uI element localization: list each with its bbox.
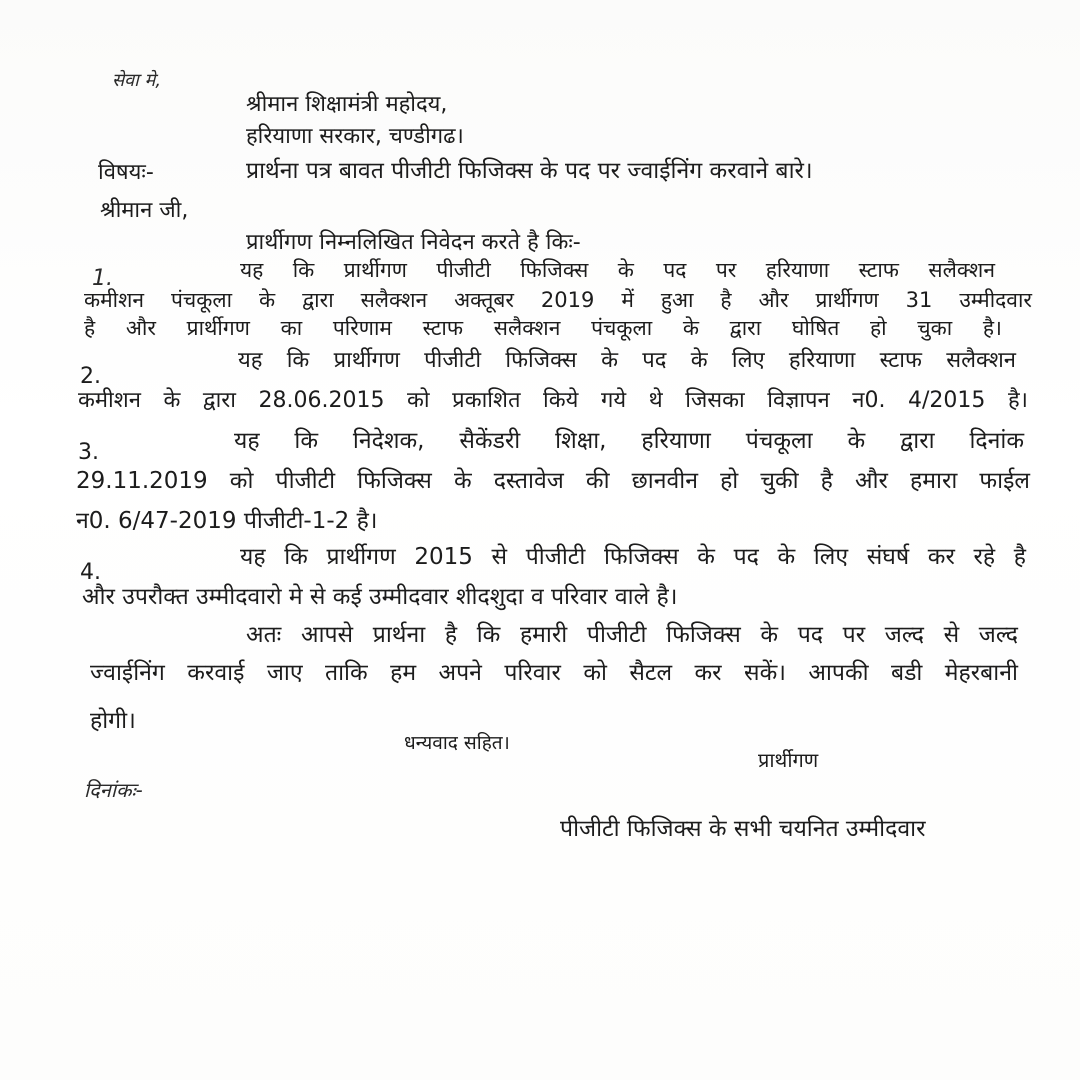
- closing-line-2: ज्वाईनिंग करवाई जाए ताकि हम अपने परिवार को सैटल कर सकें। आपकी बडी मेहरबानी: [90, 660, 1018, 686]
- point-4-number: 4.: [80, 560, 101, 585]
- point-4-line-2: और उपरौक्त उम्मीदवारो मे से कई उम्मीदवार शीदशुदा व परिवार वाले है।: [82, 584, 678, 610]
- subject-label: विषयः-: [98, 160, 154, 185]
- point-3-line-2: 29.11.2019 को पीजीटी फिजिक्स के दस्तावेज की छानवीन हो चुकी है और हमारा फाईल: [76, 468, 1030, 494]
- applicants-label: प्रार्थीगण: [758, 748, 819, 772]
- recipient-line-2: हरियाणा सरकार, चण्डीगढ।: [246, 124, 464, 149]
- point-1-line-2: कमीशन पंचकूला के द्वारा सलैक्शन अक्तूबर 2019 में हुआ है और प्रार्थीगण 31 उम्मीदवार: [84, 288, 1032, 312]
- signatory-line: पीजीटी फिजिक्स के सभी चयनित उम्मीदवार: [560, 816, 926, 842]
- thanks-line: धन्यवाद सहित।: [404, 732, 510, 754]
- intro-line: प्रार्थीगण निम्नलिखित निवेदन करते है किः-: [246, 230, 581, 255]
- point-4-line-1: यह कि प्रार्थीगण 2015 से पीजीटी फिजिक्स के पद के लिए संघर्ष कर रहे है: [240, 544, 1026, 570]
- point-3-number: 3.: [78, 440, 99, 465]
- point-1-line-1: यह कि प्रार्थीगण पीजीटी फिजिक्स के पद पर हरियाणा स्टाफ सलैक्शन: [240, 258, 995, 282]
- point-2-line-2: कमीशन के द्वारा 28.06.2015 को प्रकाशित किये गये थे जिसका विज्ञापन न0. 4/2015 है।: [78, 388, 1028, 413]
- closing-line-3: होगी।: [90, 708, 136, 734]
- date-label: दिनांकः-: [84, 778, 143, 802]
- salutation-top: सेवा मे,: [112, 70, 162, 91]
- recipient-line-1: श्रीमान शिक्षामंत्री महोदय,: [246, 92, 448, 117]
- point-3-line-3: न0. 6/47-2019 पीजीटी-1-2 है।: [76, 508, 378, 534]
- greeting: श्रीमान जी,: [100, 198, 189, 223]
- point-1-number: 1.: [92, 266, 113, 291]
- point-2-line-1: यह कि प्रार्थीगण पीजीटी फिजिक्स के पद के लिए हरियाणा स्टाफ सलैक्शन: [238, 348, 1016, 373]
- point-3-line-1: यह कि निदेशक, सैकेंडरी शिक्षा, हरियाणा पंचकूला के द्वारा दिनांक: [234, 428, 1024, 454]
- subject-text: प्रार्थना पत्र बावत पीजीटी फिजिक्स के पद पर ज्वाईनिंग करवाने बारे।: [246, 158, 813, 184]
- point-2-number: 2.: [80, 364, 101, 389]
- closing-line-1: अतः आपसे प्रार्थना है कि हमारी पीजीटी फिजिक्स के पद पर जल्द से जल्द: [246, 622, 1018, 648]
- point-1-line-3: है और प्रार्थीगण का परिणाम स्टाफ सलैक्शन पंचकूला के द्वारा घोषित हो चुका है।: [84, 316, 1002, 340]
